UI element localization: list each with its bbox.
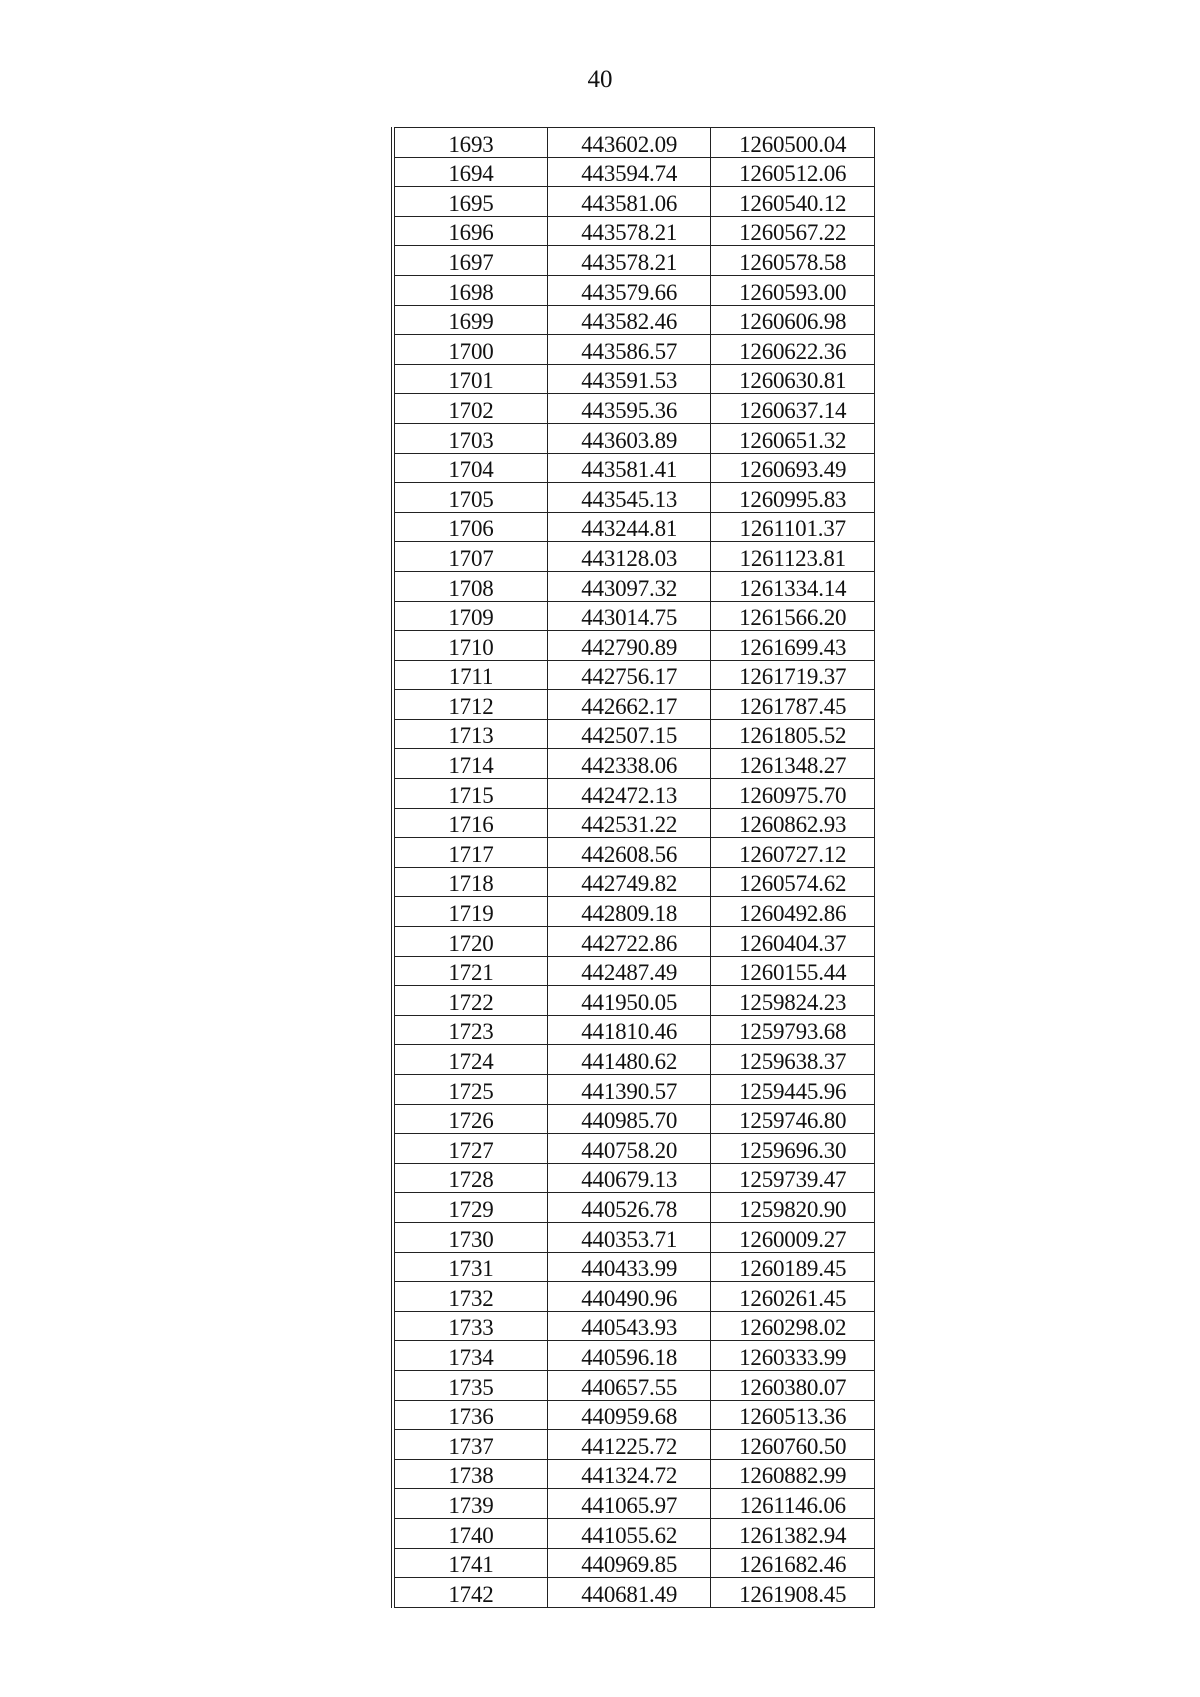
point-number-cell: 1712 (393, 690, 547, 720)
y-coordinate-cell: 1260404.37 (711, 927, 875, 957)
point-number-cell: 1695 (393, 187, 547, 217)
table-row (393, 1459, 875, 1489)
y-coordinate-cell: 1259696.30 (711, 1134, 875, 1164)
y-coordinate-cell: 1259445.96 (711, 1075, 875, 1105)
y-coordinate-cell: 1260637.14 (711, 394, 875, 424)
point-number-cell: 1702 (393, 394, 547, 424)
x-coordinate-cell: 442472.13 (547, 779, 711, 809)
table-row (393, 335, 875, 365)
point-number-cell: 1713 (393, 719, 547, 749)
table-row (393, 660, 875, 690)
table-row (393, 1578, 875, 1608)
x-coordinate-cell: 443581.06 (547, 187, 711, 217)
x-coordinate-cell: 442722.86 (547, 927, 711, 957)
table-row (393, 867, 875, 897)
table-row (393, 216, 875, 246)
y-coordinate-cell: 1261566.20 (711, 601, 875, 631)
x-coordinate-cell: 440985.70 (547, 1104, 711, 1134)
x-coordinate-cell: 440353.71 (547, 1222, 711, 1252)
y-coordinate-cell: 1260500.04 (711, 128, 875, 158)
x-coordinate-cell: 441225.72 (547, 1430, 711, 1460)
table-row (393, 1104, 875, 1134)
x-coordinate-cell: 442608.56 (547, 838, 711, 868)
point-number-cell: 1699 (393, 305, 547, 335)
x-coordinate-cell: 443545.13 (547, 483, 711, 513)
x-coordinate-cell: 443594.74 (547, 157, 711, 187)
y-coordinate-cell: 1260975.70 (711, 779, 875, 809)
point-number-cell: 1741 (393, 1548, 547, 1578)
table-row (393, 157, 875, 187)
y-coordinate-cell: 1260513.36 (711, 1400, 875, 1430)
y-coordinate-cell: 1260540.12 (711, 187, 875, 217)
x-coordinate-cell: 440596.18 (547, 1341, 711, 1371)
x-coordinate-cell: 442531.22 (547, 808, 711, 838)
table-row (393, 542, 875, 572)
point-number-cell: 1700 (393, 335, 547, 365)
x-coordinate-cell: 441055.62 (547, 1518, 711, 1548)
table-row (393, 571, 875, 601)
table-row (393, 719, 875, 749)
y-coordinate-cell: 1260622.36 (711, 335, 875, 365)
table-row (393, 690, 875, 720)
point-number-cell: 1717 (393, 838, 547, 868)
point-number-cell: 1729 (393, 1193, 547, 1223)
y-coordinate-cell: 1260574.62 (711, 867, 875, 897)
point-number-cell: 1693 (393, 128, 547, 158)
point-number-cell: 1722 (393, 986, 547, 1016)
x-coordinate-cell: 443603.89 (547, 423, 711, 453)
table-row (393, 394, 875, 424)
y-coordinate-cell: 1260630.81 (711, 364, 875, 394)
point-number-cell: 1721 (393, 956, 547, 986)
table-row (393, 1134, 875, 1164)
x-coordinate-cell: 442809.18 (547, 897, 711, 927)
y-coordinate-cell: 1261719.37 (711, 660, 875, 690)
x-coordinate-cell: 442507.15 (547, 719, 711, 749)
y-coordinate-cell: 1260727.12 (711, 838, 875, 868)
y-coordinate-cell: 1259793.68 (711, 1015, 875, 1045)
point-number-cell: 1742 (393, 1578, 547, 1608)
x-coordinate-cell: 443595.36 (547, 394, 711, 424)
table-row (393, 779, 875, 809)
table-row (393, 1400, 875, 1430)
table-row (393, 1282, 875, 1312)
table-row (393, 1548, 875, 1578)
y-coordinate-cell: 1261146.06 (711, 1489, 875, 1519)
table-row (393, 749, 875, 779)
table-row (393, 305, 875, 335)
x-coordinate-cell: 440526.78 (547, 1193, 711, 1223)
x-coordinate-cell: 442487.49 (547, 956, 711, 986)
table-row (393, 927, 875, 957)
x-coordinate-cell: 443014.75 (547, 601, 711, 631)
point-number-cell: 1698 (393, 275, 547, 305)
point-number-cell: 1735 (393, 1370, 547, 1400)
y-coordinate-cell: 1260651.32 (711, 423, 875, 453)
x-coordinate-cell: 442790.89 (547, 631, 711, 661)
point-number-cell: 1736 (393, 1400, 547, 1430)
table-row (393, 187, 875, 217)
point-number-cell: 1694 (393, 157, 547, 187)
point-number-cell: 1703 (393, 423, 547, 453)
y-coordinate-cell: 1261334.14 (711, 571, 875, 601)
y-coordinate-cell: 1260593.00 (711, 275, 875, 305)
point-number-cell: 1708 (393, 571, 547, 601)
point-number-cell: 1718 (393, 867, 547, 897)
x-coordinate-cell: 443578.21 (547, 216, 711, 246)
y-coordinate-cell: 1259638.37 (711, 1045, 875, 1075)
point-number-cell: 1740 (393, 1518, 547, 1548)
table-row (393, 631, 875, 661)
point-number-cell: 1715 (393, 779, 547, 809)
table-row (393, 364, 875, 394)
point-number-cell: 1724 (393, 1045, 547, 1075)
point-number-cell: 1727 (393, 1134, 547, 1164)
table-row (393, 1222, 875, 1252)
y-coordinate-cell: 1260606.98 (711, 305, 875, 335)
x-coordinate-cell: 440959.68 (547, 1400, 711, 1430)
x-coordinate-cell: 443578.21 (547, 246, 711, 276)
table-row (393, 1252, 875, 1282)
point-number-cell: 1720 (393, 927, 547, 957)
x-coordinate-cell: 440681.49 (547, 1578, 711, 1608)
y-coordinate-cell: 1260882.99 (711, 1459, 875, 1489)
point-number-cell: 1704 (393, 453, 547, 483)
y-coordinate-cell: 1260189.45 (711, 1252, 875, 1282)
y-coordinate-cell: 1260155.44 (711, 956, 875, 986)
table-row (393, 423, 875, 453)
x-coordinate-cell: 440969.85 (547, 1548, 711, 1578)
x-coordinate-cell: 440490.96 (547, 1282, 711, 1312)
y-coordinate-cell: 1260380.07 (711, 1370, 875, 1400)
point-number-cell: 1739 (393, 1489, 547, 1519)
point-number-cell: 1725 (393, 1075, 547, 1105)
y-coordinate-cell: 1260567.22 (711, 216, 875, 246)
table-row (393, 897, 875, 927)
table-row (393, 1311, 875, 1341)
table-row (393, 956, 875, 986)
point-number-cell: 1696 (393, 216, 547, 246)
x-coordinate-cell: 443579.66 (547, 275, 711, 305)
x-coordinate-cell: 443591.53 (547, 364, 711, 394)
y-coordinate-cell: 1261682.46 (711, 1548, 875, 1578)
table-row (393, 275, 875, 305)
x-coordinate-cell: 440679.13 (547, 1163, 711, 1193)
x-coordinate-cell: 443097.32 (547, 571, 711, 601)
point-number-cell: 1706 (393, 512, 547, 542)
y-coordinate-cell: 1260862.93 (711, 808, 875, 838)
x-coordinate-cell: 440433.99 (547, 1252, 711, 1282)
table-row (393, 483, 875, 513)
y-coordinate-cell: 1260009.27 (711, 1222, 875, 1252)
x-coordinate-cell: 443586.57 (547, 335, 711, 365)
x-coordinate-cell: 443582.46 (547, 305, 711, 335)
x-coordinate-cell: 440657.55 (547, 1370, 711, 1400)
table-row (393, 246, 875, 276)
table-row (393, 808, 875, 838)
x-coordinate-cell: 442749.82 (547, 867, 711, 897)
point-number-cell: 1734 (393, 1341, 547, 1371)
y-coordinate-cell: 1260512.06 (711, 157, 875, 187)
x-coordinate-cell: 441324.72 (547, 1459, 711, 1489)
x-coordinate-cell: 443244.81 (547, 512, 711, 542)
point-number-cell: 1723 (393, 1015, 547, 1045)
table-row (393, 1193, 875, 1223)
table-row (393, 1075, 875, 1105)
page-number: 40 (587, 66, 613, 93)
y-coordinate-cell: 1261805.52 (711, 719, 875, 749)
point-number-cell: 1697 (393, 246, 547, 276)
x-coordinate-cell: 440758.20 (547, 1134, 711, 1164)
table-body (393, 128, 875, 1608)
y-coordinate-cell: 1261101.37 (711, 512, 875, 542)
point-number-cell: 1731 (393, 1252, 547, 1282)
y-coordinate-cell: 1260693.49 (711, 453, 875, 483)
point-number-cell: 1738 (393, 1459, 547, 1489)
point-number-cell: 1719 (393, 897, 547, 927)
y-coordinate-cell: 1260261.45 (711, 1282, 875, 1312)
x-coordinate-cell: 443581.41 (547, 453, 711, 483)
x-coordinate-cell: 441810.46 (547, 1015, 711, 1045)
y-coordinate-cell: 1259824.23 (711, 986, 875, 1016)
point-number-cell: 1732 (393, 1282, 547, 1312)
point-number-cell: 1709 (393, 601, 547, 631)
y-coordinate-cell: 1261908.45 (711, 1578, 875, 1608)
point-number-cell: 1705 (393, 483, 547, 513)
y-coordinate-cell: 1260333.99 (711, 1341, 875, 1371)
x-coordinate-cell: 440543.93 (547, 1311, 711, 1341)
table-row (393, 1518, 875, 1548)
y-coordinate-cell: 1261699.43 (711, 631, 875, 661)
x-coordinate-cell: 442662.17 (547, 690, 711, 720)
table-row (393, 838, 875, 868)
point-number-cell: 1726 (393, 1104, 547, 1134)
x-coordinate-cell: 443602.09 (547, 128, 711, 158)
y-coordinate-cell: 1260760.50 (711, 1430, 875, 1460)
point-number-cell: 1730 (393, 1222, 547, 1252)
table-row (393, 512, 875, 542)
table-row (393, 1015, 875, 1045)
table-row (393, 1370, 875, 1400)
coordinates-table (391, 127, 875, 1608)
table-row (393, 1045, 875, 1075)
y-coordinate-cell: 1261123.81 (711, 542, 875, 572)
table-row (393, 453, 875, 483)
y-coordinate-cell: 1260995.83 (711, 483, 875, 513)
x-coordinate-cell: 442338.06 (547, 749, 711, 779)
x-coordinate-cell: 442756.17 (547, 660, 711, 690)
y-coordinate-cell: 1259739.47 (711, 1163, 875, 1193)
table-row (393, 1489, 875, 1519)
y-coordinate-cell: 1261348.27 (711, 749, 875, 779)
table-row (393, 128, 875, 158)
x-coordinate-cell: 441065.97 (547, 1489, 711, 1519)
point-number-cell: 1714 (393, 749, 547, 779)
point-number-cell: 1733 (393, 1311, 547, 1341)
table-row (393, 1163, 875, 1193)
table-row (393, 1341, 875, 1371)
y-coordinate-cell: 1261382.94 (711, 1518, 875, 1548)
y-coordinate-cell: 1259820.90 (711, 1193, 875, 1223)
y-coordinate-cell: 1260298.02 (711, 1311, 875, 1341)
y-coordinate-cell: 1259746.80 (711, 1104, 875, 1134)
point-number-cell: 1728 (393, 1163, 547, 1193)
y-coordinate-cell: 1261787.45 (711, 690, 875, 720)
point-number-cell: 1710 (393, 631, 547, 661)
table-row (393, 601, 875, 631)
x-coordinate-cell: 441950.05 (547, 986, 711, 1016)
point-number-cell: 1711 (393, 660, 547, 690)
y-coordinate-cell: 1260492.86 (711, 897, 875, 927)
point-number-cell: 1707 (393, 542, 547, 572)
table-row (393, 1430, 875, 1460)
point-number-cell: 1716 (393, 808, 547, 838)
x-coordinate-cell: 443128.03 (547, 542, 711, 572)
table-row (393, 986, 875, 1016)
point-number-cell: 1701 (393, 364, 547, 394)
point-number-cell: 1737 (393, 1430, 547, 1460)
y-coordinate-cell: 1260578.58 (711, 246, 875, 276)
x-coordinate-cell: 441480.62 (547, 1045, 711, 1075)
x-coordinate-cell: 441390.57 (547, 1075, 711, 1105)
